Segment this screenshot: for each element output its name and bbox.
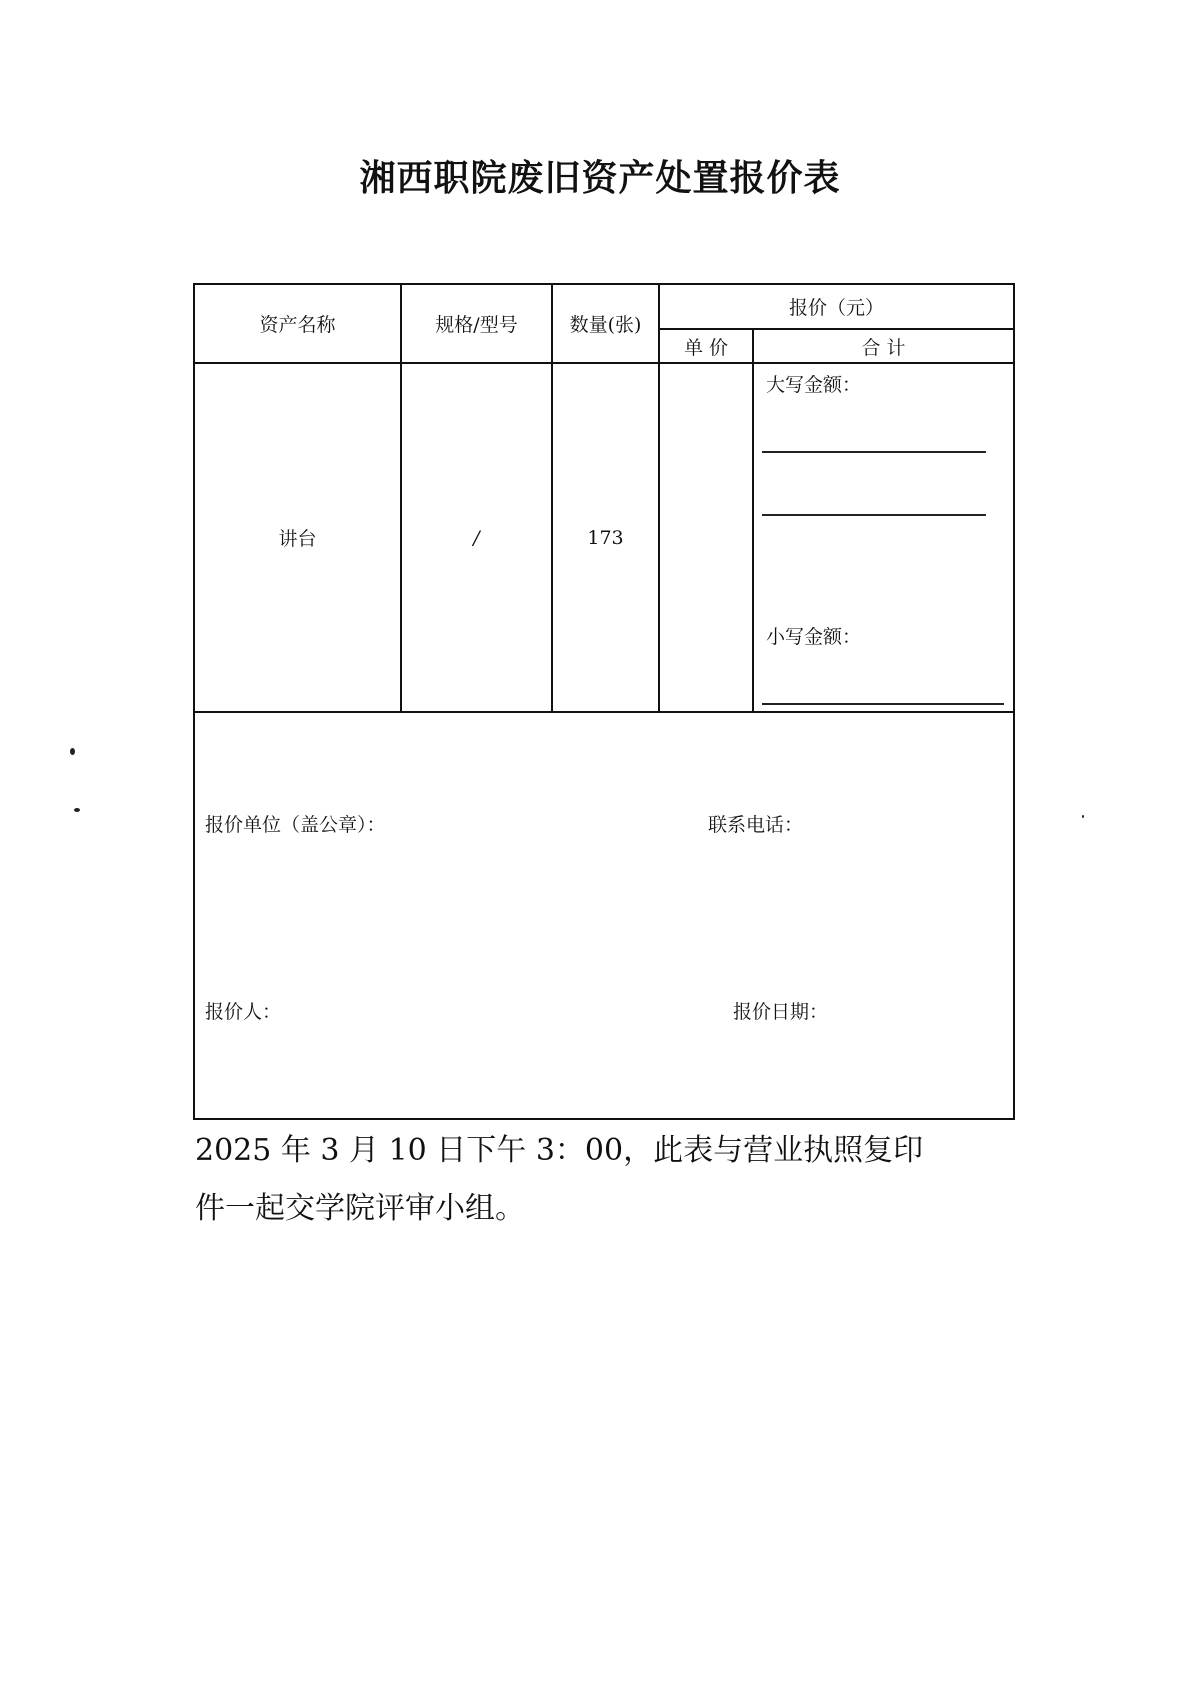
col-divider-4 [752,328,754,713]
scan-speck [70,748,75,755]
quoter-label: 报价人： [205,1001,282,1023]
header-spec-model: 规格/型号 [435,314,518,336]
uppercase-amount-label: 大写金额： [766,374,862,396]
uppercase-amount-line-2[interactable] [762,514,986,516]
row-quantity: 173 [587,526,624,549]
header-unit-price: 单 价 [683,336,729,359]
body-bottom-rule [193,711,1015,713]
scan-speck [1082,815,1084,818]
uppercase-amount-line-1[interactable] [762,451,986,453]
header-quantity: 数量(张) [569,314,642,336]
row-unit-price-field[interactable] [660,364,752,711]
row-spec-model: / [473,526,480,549]
quote-unit-label: 报价单位（盖公章）： [205,814,386,836]
header-price-group: 报价（元） [788,297,884,319]
table-border-bottom [193,1118,1015,1120]
lowercase-amount-label: 小写金额： [766,626,862,648]
document-title: 湘西职院废旧资产处置报价表 [359,158,841,199]
submission-note-line-2: 件一起交学院评审小组。 [195,1191,525,1226]
header-asset-name: 资产名称 [259,314,336,336]
header-total: 合 计 [861,336,906,359]
lowercase-amount-line[interactable] [762,703,1004,705]
scan-speck [74,808,80,812]
table-border-right [1013,283,1015,1120]
row-asset-name: 讲台 [278,528,317,550]
submission-note-line-1: 2025 年 3 月 10 日下午 3：00，此表与营业执照复印 [195,1133,924,1168]
phone-label: 联系电话： [708,814,804,836]
date-label: 报价日期： [733,1001,829,1023]
